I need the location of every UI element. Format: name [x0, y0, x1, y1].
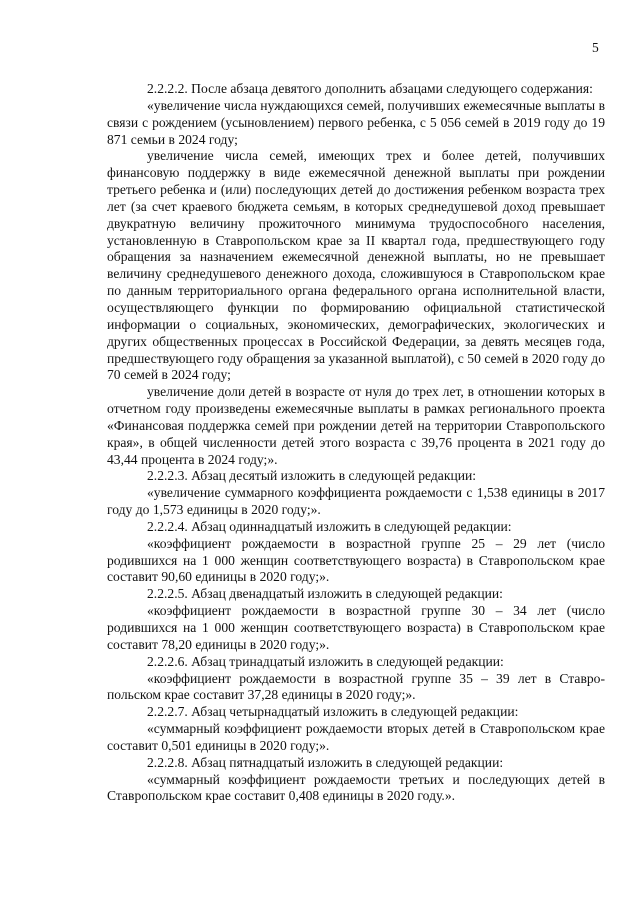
- paragraph: «увеличение суммарного коэффициента рождаемости с 1,538 единицы в 2017 году до 1,573 единицы в 2020 году;».: [107, 485, 605, 518]
- paragraph: «коэффициент рождаемости в возрастной группе 35 – 39 лет в Ставропольском крае составит 37,28 единицы в 2020 году;».: [107, 670, 605, 703]
- paragraph: увеличение числа семей, имеющих трех и более детей, получивших финансовую поддержку в виде ежемесячной денежной выплаты при рождении третьего ребенка и (или) последующих детей до достижения ребенком возраста трех лет (за счет краевого бюджета семьям, в которых среднедушевой доход превышает двукратную величину прожиточного минимума трудоспособного населения, установленную в Ставропольском крае за II квартал года, предшествующего году обращения за назначением ежемесячной денежной выплаты, но не превышает величину среднедушевого денежного дохода, сложившуюся в Ставропольском крае по данным территориального органа федерального органа исполнительной власти, осуществляющего функции по формированию официальной статистической информации о социальных, экономических, демографических, экологических и других общественных процессах в Российской Федерации, за девять месяцев года, предшествующего году обращения за указанной выплатой), с 50 семей в 2020 году до 70 семей в 2024 году;: [107, 148, 605, 383]
- paragraph: «суммарный коэффициент рождаемости вторых детей в Ставропольском крае составит 0,501 единицы в 2020 году;».: [107, 721, 605, 753]
- document-body: [107, 81, 605, 805]
- paragraph: 2.2.2.7. Абзац четырнадцатый изложить в следующей редакции:: [147, 704, 519, 720]
- paragraph: 2.2.2.2. После абзаца девятого дополнить абзацами следующего содержания:: [147, 81, 593, 96]
- paragraph: 2.2.2.5. Абзац двенадцатый изложить в следующей редакции:: [147, 586, 503, 602]
- paragraph: «увеличение числа нуждающихся семей, получивших ежемесячные выплаты в связи с рождением (усыновлением) первого ребенка, с 5 056 семей в 2019 году до 19 871 семьи в 2024 году;: [107, 97, 605, 147]
- page-number: 5: [592, 40, 599, 55]
- paragraph: 2.2.2.8. Абзац пятнадцатый изложить в следующей редакции:: [147, 754, 504, 770]
- paragraph: «суммарный коэффициент рождаемости третьих и последующих детей в Ставропольском крае составит 0,408 единицы в 2020 году.».: [107, 771, 605, 804]
- paragraph: 2.2.2.6. Абзац тринадцатый изложить в следующей редакции:: [147, 653, 504, 669]
- paragraph: увеличение доли детей в возрасте от нуля до трех лет, в отношении которых в отчетном году произведены ежемесячные выплаты в рамках регионального проекта «Финансовая поддержка семей при рождении детей на территории Ставропольского края», в общей численности детей этого возраста с 39,76 процента в 2021 году до 43,44 процента в 2024 году;».: [107, 384, 605, 467]
- paragraph: 2.2.2.3. Абзац десятый изложить в следующей редакции:: [147, 468, 477, 484]
- paragraph: 2.2.2.4. Абзац одиннадцатый изложить в следующей редакции:: [147, 518, 512, 534]
- paragraph: «коэффициент рождаемости в возрастной группе 25 – 29 лет (число родившихся на 1 000 женщин соответствующего возраста) в Ставропольском крае составит 90,60 единицы в 2020 году;».: [107, 535, 605, 585]
- paragraph: «коэффициент рождаемости в возрастной группе 30 – 34 лет (число родившихся на 1 000 женщин соответствующего возраста) в Ставропольском крае составит 78,20 единицы в 2020 году;».: [107, 603, 605, 652]
